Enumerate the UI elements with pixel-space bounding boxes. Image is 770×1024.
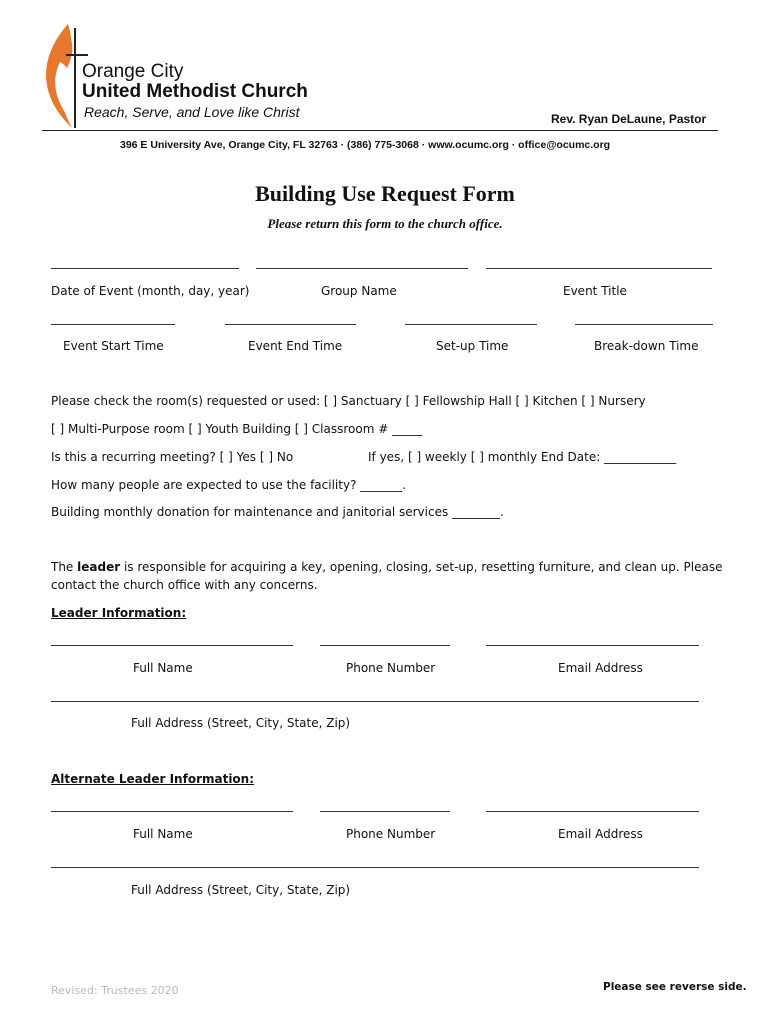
event-title-label: Event Title xyxy=(563,284,627,298)
group-name-label: Group Name xyxy=(321,284,397,298)
event-start-time-field[interactable] xyxy=(51,324,175,325)
cross-vertical xyxy=(74,28,76,128)
logo-tagline: Reach, Serve, and Love like Christ xyxy=(84,104,300,120)
form-subtitle: Please return this form to the church office. xyxy=(267,216,503,231)
date-of-event-field[interactable] xyxy=(51,268,239,269)
cross-horizontal xyxy=(66,54,88,56)
leader-address-label: Full Address (Street, City, State, Zip) xyxy=(131,716,351,730)
leader-phone-field[interactable] xyxy=(320,645,450,646)
alt-leader-full-name-label: Full Name xyxy=(133,827,193,841)
leader-phone-label: Phone Number xyxy=(346,661,436,675)
setup-time-field[interactable] xyxy=(405,324,537,325)
leader-text-pre: The xyxy=(51,560,78,574)
recurring-question[interactable]: Is this a recurring meeting? [ ] Yes [ ] No xyxy=(51,450,294,464)
leader-address-field[interactable] xyxy=(51,701,699,702)
leader-responsibility-text-line2: contact the church office with any concerns. xyxy=(51,578,318,592)
donation-question[interactable]: Building monthly donation for maintenance and janitorial services ________. xyxy=(51,505,504,519)
leader-email-label: Email Address xyxy=(558,661,643,675)
alt-leader-address-field[interactable] xyxy=(51,867,699,868)
leader-info-heading: Leader Information: xyxy=(51,606,187,620)
date-of-event-label: Date of Event (month, day, year) xyxy=(51,284,250,298)
reverse-side-note: Please see reverse side. xyxy=(603,981,747,993)
church-logo-icon xyxy=(38,22,88,130)
alt-leader-address-label: Full Address (Street, City, State, Zip) xyxy=(131,883,351,897)
leader-text-post: is responsible for acquiring a key, opening, closing, set-up, resetting furniture, and clean up. Please xyxy=(120,560,723,574)
recurring-frequency[interactable]: If yes, [ ] weekly [ ] monthly End Date: ____________ xyxy=(368,450,677,464)
church-address: 396 E University Ave, Orange City, FL 32763 · (386) 775-3068 · www.ocumc.org · office@ocumc.org xyxy=(120,139,611,151)
alt-leader-email-label: Email Address xyxy=(558,827,643,841)
leader-full-name-field[interactable] xyxy=(51,645,293,646)
event-title-field[interactable] xyxy=(486,268,712,269)
revision-note: Revised: Trustees 2020 xyxy=(51,984,179,997)
rooms-checklist-line1[interactable]: Please check the room(s) requested or used: [ ] Sanctuary [ ] Fellowship Hall [ ] Kitchen [ ] Nursery xyxy=(51,394,646,408)
leader-email-field[interactable] xyxy=(486,645,699,646)
logo-name-line2: United Methodist Church xyxy=(82,81,308,102)
header-divider xyxy=(42,130,718,131)
event-start-time-label: Event Start Time xyxy=(63,339,164,353)
leader-responsibility-text xyxy=(51,560,722,574)
leader-full-name-label: Full Name xyxy=(133,661,193,675)
alt-leader-phone-field[interactable] xyxy=(320,811,450,812)
form-title: Building Use Request Form xyxy=(255,181,515,206)
alternate-leader-info-heading: Alternate Leader Information: xyxy=(51,772,255,786)
setup-time-label: Set-up Time xyxy=(436,339,509,353)
rooms-checklist-line2[interactable]: [ ] Multi-Purpose room [ ] Youth Building [ ] Classroom # _____ xyxy=(51,422,423,436)
alt-leader-full-name-field[interactable] xyxy=(51,811,293,812)
group-name-field[interactable] xyxy=(256,268,468,269)
breakdown-time-field[interactable] xyxy=(575,324,713,325)
alt-leader-email-field[interactable] xyxy=(486,811,699,812)
event-end-time-label: Event End Time xyxy=(248,339,343,353)
alt-leader-phone-label: Phone Number xyxy=(346,827,436,841)
attendance-question[interactable]: How many people are expected to use the facility? _______. xyxy=(51,478,407,492)
leader-text-bold: leader xyxy=(77,560,121,574)
event-end-time-field[interactable] xyxy=(225,324,356,325)
pastor-name: Rev. Ryan DeLaune, Pastor xyxy=(551,112,707,126)
logo-name-line1: Orange City xyxy=(82,61,184,82)
breakdown-time-label: Break-down Time xyxy=(594,339,699,353)
